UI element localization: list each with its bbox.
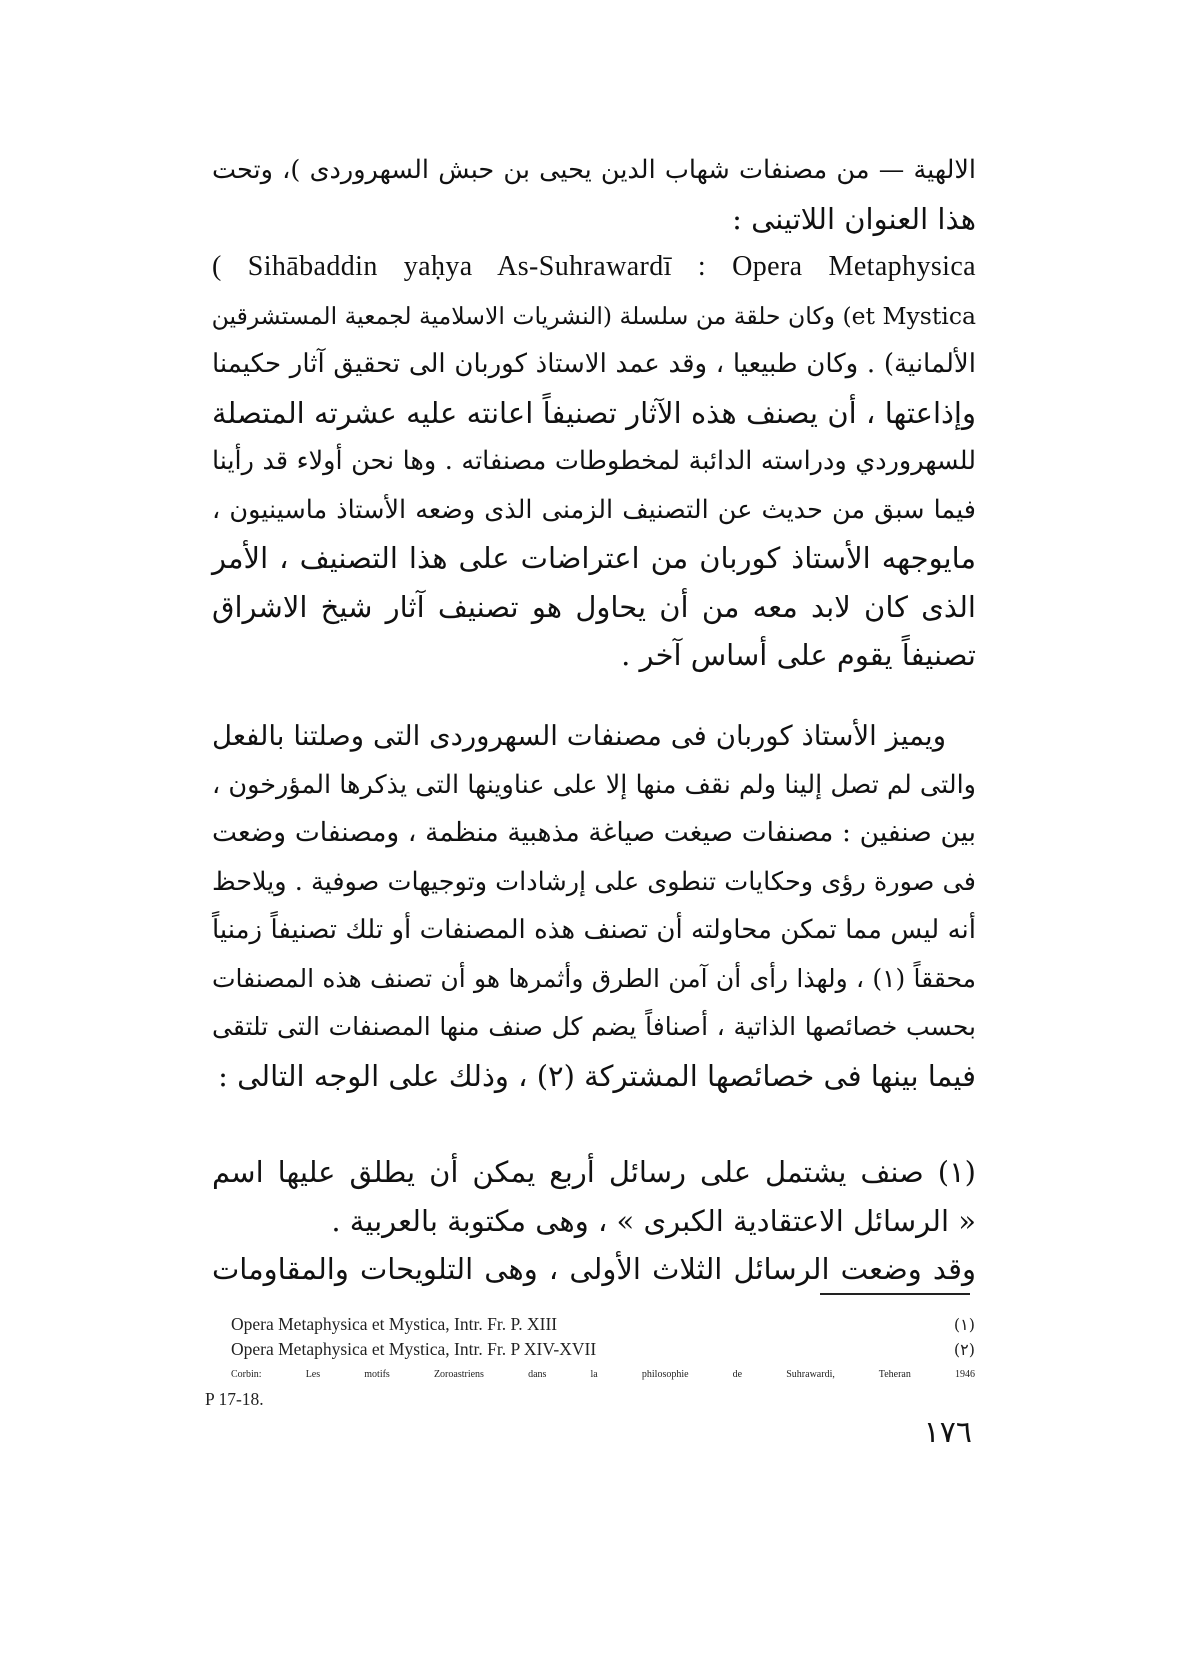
text-line: فى صورة رؤى وحكايات تنطوى على إرشادات وتوجيهات صوفية . ويلاحظ xyxy=(212,866,976,897)
footnote-text: Corbin: Les motifs Zoroastriens dans la philosophie de Suhrawardi, Teheran 1946 xyxy=(231,1369,975,1380)
text-line: « الرسائل الاعتقادية الكبرى » ، وهى مكتوبة بالعربية . xyxy=(331,1203,976,1238)
text-line: فيما بينها فى خصائصها المشتركة (٢) ، وذلك على الوجه التالى : xyxy=(218,1058,976,1093)
footnote-text: Opera Metaphysica et Mystica, Intr. Fr. P. XIII xyxy=(231,1314,558,1334)
text-line: فيما سبق من حديث عن التصنيف الزمنى الذى وضعه الأستاذ ماسينيون ، xyxy=(212,494,976,525)
text-line: هذا العنوان اللاتينى : xyxy=(732,201,976,236)
text-line: الذى كان لابد معه من أن يحاول هو تصنيف آثار شيخ الاشراق xyxy=(212,589,976,624)
paragraph-3 xyxy=(212,1148,976,1294)
text-line: et Mystica) وكان حلقة من سلسلة (النشريات الاسلامية لجمعية المستشرقين xyxy=(211,301,976,330)
text-line: محققاً (١) ، ولهذا رأى أن آمن الطرق وأثمرها هو أن تصنف هذه المصنفات xyxy=(212,963,977,993)
latin-title-line: ( Sihābaddin yaḥya As-Suhrawardī : Opera Metaphysica xyxy=(212,251,976,282)
text-line: والتى لم تصل إلينا ولم نقف منها إلا على عناوينها التى يذكرها المؤرخون ، xyxy=(212,769,976,800)
text-line: أنه ليس مما تمكن محاولته أن تصنف هذه المصنفات أو تلك تصنيفاً زمنياً xyxy=(212,915,976,945)
text-line: ويميز الأستاذ كوربان فى مصنفات السهروردى التى وصلتنا بالفعل xyxy=(212,720,946,752)
text-line: الالهية — من مصنفات شهاب الدين يحيى بن حبش السهروردى )، وتحت xyxy=(212,155,976,185)
paragraph-1 xyxy=(212,146,976,680)
page-number: ١٧٦ xyxy=(923,1415,972,1450)
text-line: الألمانية) . وكان طبيعيا ، وقد عمد الاستاذ كوربان الى تحقيق آثار حكيمنا xyxy=(212,349,976,379)
text-line: تصنيفاً يقوم على أساس آخر . xyxy=(621,638,976,672)
footnote-3-continuation: P 17-18. xyxy=(205,1389,264,1409)
text-line: وقد وضعت الرسائل الثلاث الأولى ، وهى التلويحات والمقاومات xyxy=(212,1252,976,1286)
text-line: للسهروردي ودراسته الدائبة لمخطوطات مصنفاته . وها نحن أولاء قد رأينا xyxy=(212,446,976,476)
text-line: بين صنفين : مصنفات صيغت صياغة مذهبية منظمة ، ومصنفات وضعت xyxy=(212,817,976,848)
footnote-1 xyxy=(205,1312,975,1337)
footnote-separator xyxy=(820,1293,970,1295)
footnotes xyxy=(205,1312,975,1412)
text-line: وإذاعتها ، أن يصنف هذه الآثار تصنيفاً اعانته عليه عشرته المتصلة xyxy=(212,395,976,430)
footnote-marker: (١) xyxy=(953,1315,975,1334)
text-line: (١) صنف يشتمل على رسائل أربع يمكن أن يطلق عليها اسم xyxy=(212,1155,976,1189)
footnote-marker: (٢) xyxy=(953,1340,975,1359)
footnote-2 xyxy=(205,1337,975,1362)
text-line: بحسب خصائصها الذاتية ، أصنافاً يضم كل صنف منها المصنفات التى تلتقى xyxy=(212,1012,976,1041)
paragraph-2 xyxy=(212,712,976,1100)
text-line: مايوجهه الأستاذ كوربان من اعتراضات على هذا التصنيف ، الأمر xyxy=(212,541,976,575)
footnote-text: Opera Metaphysica et Mystica, Intr. Fr. P XIV-XVII xyxy=(231,1339,597,1359)
footnote-3 xyxy=(205,1362,975,1387)
